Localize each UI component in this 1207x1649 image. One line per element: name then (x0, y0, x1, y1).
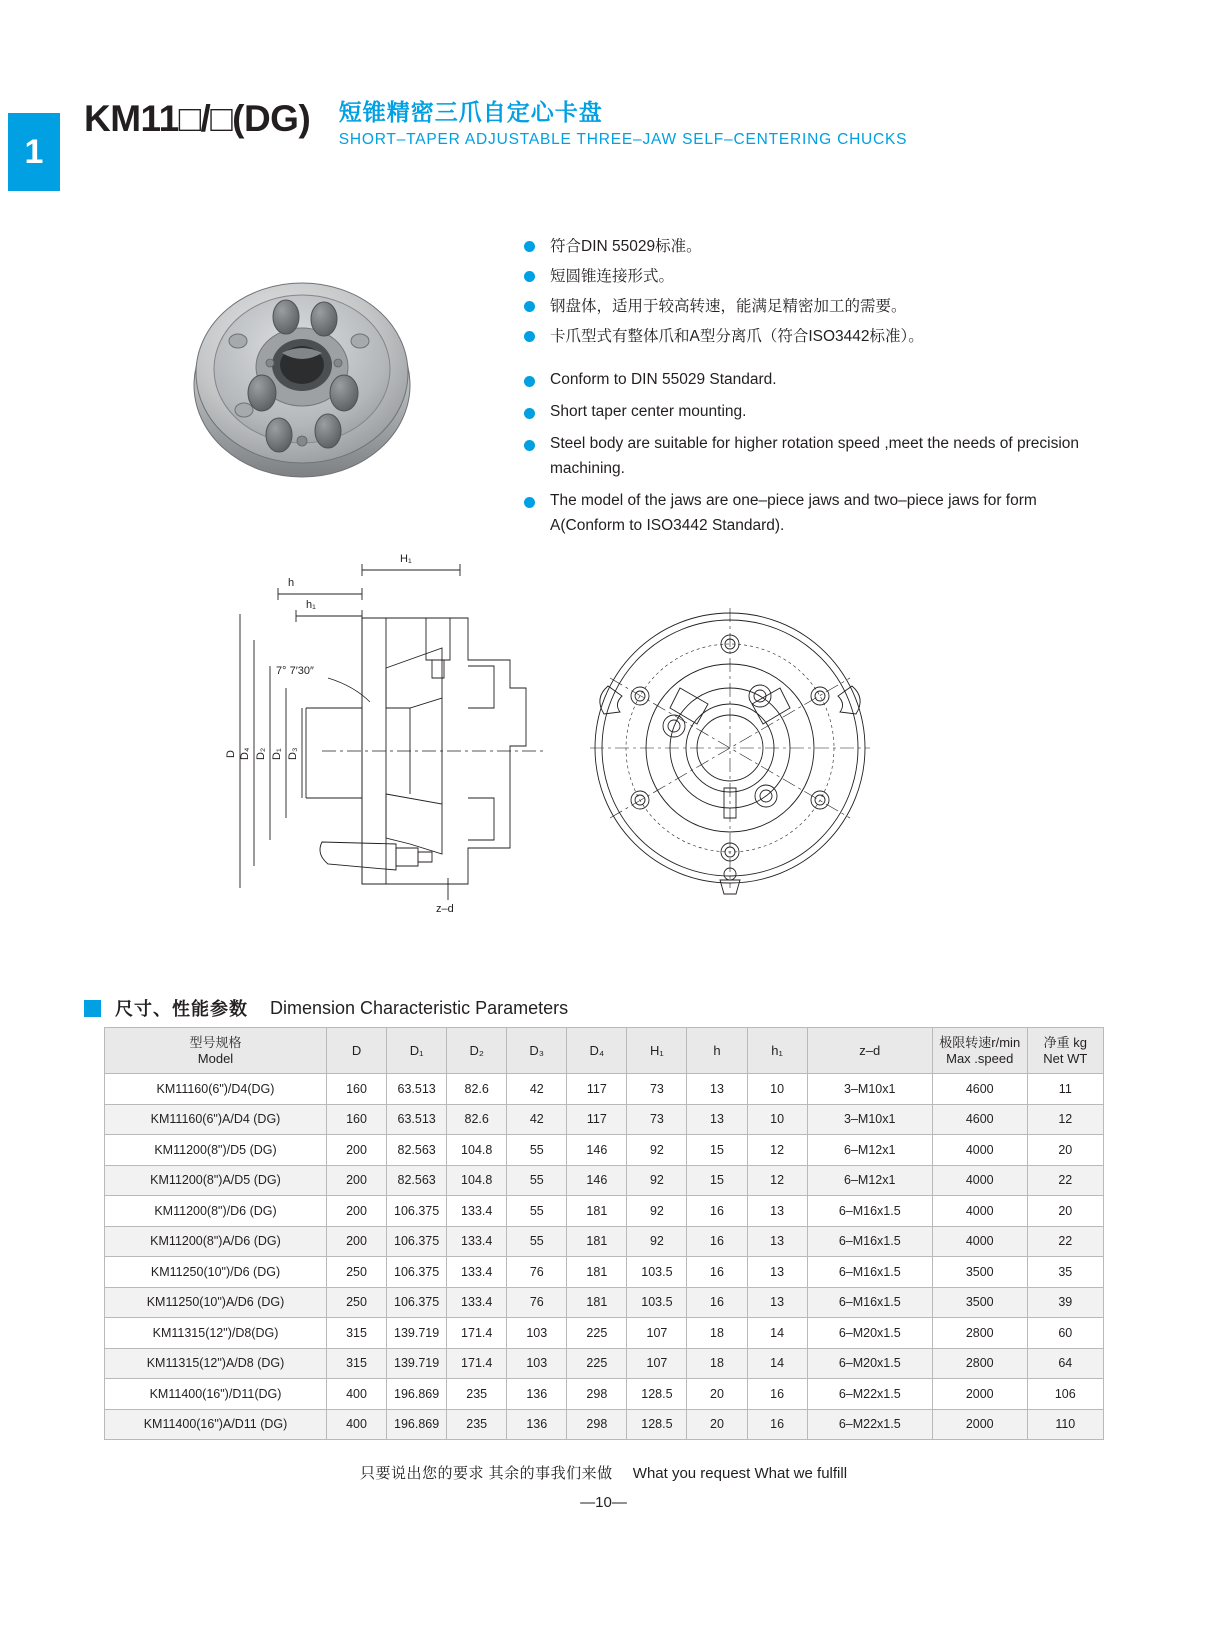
cell-model: KM11200(8")/D6 (DG) (105, 1196, 327, 1227)
cell-d3: 42 (507, 1104, 567, 1135)
cell-model: KM11315(12")A/D8 (DG) (105, 1348, 327, 1379)
cell-net-weight: 22 (1027, 1226, 1103, 1257)
cell-max-speed: 4000 (932, 1135, 1027, 1166)
bullet-dot-icon (524, 376, 535, 387)
cell-net-weight: 11 (1027, 1074, 1103, 1105)
cell-d: 315 (327, 1348, 387, 1379)
cell-d2: 104.8 (447, 1135, 507, 1166)
column-header-d4: D₄ (567, 1028, 627, 1074)
cell-max-speed: 2000 (932, 1409, 1027, 1440)
dimension-parameters-table (104, 1027, 1104, 1440)
cell-d: 200 (327, 1196, 387, 1227)
column-header-d3: D₃ (507, 1028, 567, 1074)
drawing-label-D4: D₄ (239, 747, 251, 760)
cell-d: 160 (327, 1074, 387, 1105)
cell-d4: 181 (567, 1196, 627, 1227)
cell-h: 20 (687, 1379, 747, 1410)
feature-text: 符合DIN 55029标准。 (550, 238, 702, 255)
cell-d3: 103 (507, 1348, 567, 1379)
cell-d2: 171.4 (447, 1318, 507, 1349)
column-header-max-speed (932, 1028, 1027, 1074)
cell-max-speed: 3500 (932, 1287, 1027, 1318)
cell-net-weight: 64 (1027, 1348, 1103, 1379)
feature-text: Short taper center mounting. (550, 403, 747, 420)
table-row (105, 1348, 1104, 1379)
cell-d1: 196.869 (387, 1409, 447, 1440)
cell-d1: 82.563 (387, 1135, 447, 1166)
cell-h1: 13 (747, 1257, 807, 1288)
table-header (105, 1028, 1104, 1074)
column-header-weight-en: Net WT (1043, 1050, 1088, 1066)
feature-list-cn (524, 232, 1094, 351)
cell-net-weight: 106 (1027, 1379, 1103, 1410)
cell-d2: 133.4 (447, 1226, 507, 1257)
cell-h1: 14 (747, 1348, 807, 1379)
cell-h: 13 (687, 1074, 747, 1105)
cell-d3: 136 (507, 1379, 567, 1410)
column-header-model-cn: 型号规格 (189, 1034, 242, 1050)
feature-text: 卡爪型式有整体爪和A型分离爪（符合ISO3442标准）。 (550, 328, 924, 345)
feature-item (524, 292, 1094, 321)
cell-model: KM11400(16")A/D11 (DG) (105, 1409, 327, 1440)
feature-item (524, 322, 1094, 351)
drawing-label-D3: D₃ (287, 747, 299, 760)
cell-d: 400 (327, 1379, 387, 1410)
cell-d1: 82.563 (387, 1165, 447, 1196)
drawing-label-H1: H₁ (400, 553, 412, 565)
cell-zd: 6–M22x1.5 (807, 1409, 932, 1440)
cell-d3: 55 (507, 1135, 567, 1166)
cell-h: 13 (687, 1104, 747, 1135)
cell-max-speed: 4600 (932, 1074, 1027, 1105)
column-header-h1big: H₁ (627, 1028, 687, 1074)
bullet-dot-icon (524, 271, 535, 282)
feature-item (524, 399, 1094, 424)
feature-text: Steel body are suitable for higher rotation speed ,meet the needs of precision machining. (550, 435, 1080, 477)
cell-model: KM11160(6")/D4(DG) (105, 1074, 327, 1105)
drawing-label-zd: z–d (436, 903, 454, 915)
feature-text: 短圆锥连接形式。 (550, 268, 675, 285)
table-row (105, 1104, 1104, 1135)
column-header-net-weight (1027, 1028, 1103, 1074)
cell-d3: 136 (507, 1409, 567, 1440)
cell-max-speed: 2800 (932, 1348, 1027, 1379)
column-header-model (105, 1028, 327, 1074)
cell-h1: 13 (747, 1196, 807, 1227)
cell-model: KM11250(10")/D6 (DG) (105, 1257, 327, 1288)
cell-d2: 82.6 (447, 1074, 507, 1105)
feature-item (524, 262, 1094, 291)
cell-d2: 133.4 (447, 1257, 507, 1288)
table-row (105, 1165, 1104, 1196)
cell-d1: 63.513 (387, 1074, 447, 1105)
cell-h1big: 92 (627, 1196, 687, 1227)
cell-net-weight: 60 (1027, 1318, 1103, 1349)
cell-d1: 106.375 (387, 1257, 447, 1288)
table-row (105, 1226, 1104, 1257)
cell-max-speed: 2000 (932, 1379, 1027, 1410)
table-row (105, 1318, 1104, 1349)
cell-net-weight: 12 (1027, 1104, 1103, 1135)
product-photo (178, 245, 428, 495)
cell-net-weight: 20 (1027, 1196, 1103, 1227)
table-body (105, 1074, 1104, 1440)
page-title-cn: 短锥精密三爪自定心卡盘 (338, 99, 603, 125)
cell-d2: 82.6 (447, 1104, 507, 1135)
drawing-label-h: h (288, 577, 295, 589)
feature-item (524, 232, 1094, 261)
cell-zd: 6–M22x1.5 (807, 1379, 932, 1410)
cell-h1big: 103.5 (627, 1257, 687, 1288)
cell-h1big: 128.5 (627, 1379, 687, 1410)
cell-max-speed: 4000 (932, 1196, 1027, 1227)
cell-zd: 6–M12x1 (807, 1165, 932, 1196)
cell-net-weight: 20 (1027, 1135, 1103, 1166)
cell-h1: 12 (747, 1135, 807, 1166)
cell-h1big: 73 (627, 1074, 687, 1105)
page-index-number: 1 (24, 132, 44, 171)
cell-h1big: 103.5 (627, 1287, 687, 1318)
section-marker-icon (84, 1000, 101, 1017)
drawing-label-D: D (225, 750, 237, 758)
cell-d3: 42 (507, 1074, 567, 1105)
cell-h1big: 107 (627, 1348, 687, 1379)
drawing-label-h1: h₁ (306, 599, 316, 611)
column-header-d1: D₁ (387, 1028, 447, 1074)
cell-h: 15 (687, 1165, 747, 1196)
cell-h1: 13 (747, 1226, 807, 1257)
cell-h1: 10 (747, 1074, 807, 1105)
feature-text: The model of the jaws are one–piece jaws and two–piece jaws for form A(Conform to ISO3442 Standard). (550, 492, 1037, 534)
table-row (105, 1379, 1104, 1410)
cell-max-speed: 4000 (932, 1226, 1027, 1257)
cell-d4: 146 (567, 1165, 627, 1196)
cell-h1big: 92 (627, 1135, 687, 1166)
cell-d4: 298 (567, 1409, 627, 1440)
cell-model: KM11200(8")A/D6 (DG) (105, 1226, 327, 1257)
cell-d2: 133.4 (447, 1196, 507, 1227)
section-heading-cn: 尺寸、性能参数 (115, 999, 248, 1019)
cell-d: 200 (327, 1135, 387, 1166)
cell-zd: 6–M16x1.5 (807, 1196, 932, 1227)
table-header-row (105, 1028, 1104, 1074)
cell-d1: 106.375 (387, 1287, 447, 1318)
cell-max-speed: 3500 (932, 1257, 1027, 1288)
cell-net-weight: 110 (1027, 1409, 1103, 1440)
cell-d1: 196.869 (387, 1379, 447, 1410)
cell-d3: 55 (507, 1165, 567, 1196)
column-header-speed-en: Max .speed (946, 1050, 1014, 1066)
cell-d1: 106.375 (387, 1226, 447, 1257)
drawing-label-angle: 7° 7′30″ (276, 665, 314, 677)
cell-model: KM11400(16")/D11(DG) (105, 1379, 327, 1410)
feature-text: 钢盘体，适用于较高转速，能满足精密加工的需要。 (550, 298, 907, 315)
drawing-svg (210, 548, 970, 943)
footer-slogan-cn: 只要说出您的要求 其余的事我们来做 (359, 1465, 613, 1482)
cell-d1: 139.719 (387, 1348, 447, 1379)
cell-model: KM11315(12")/D8(DG) (105, 1318, 327, 1349)
title-texts (339, 98, 908, 151)
cell-d3: 76 (507, 1257, 567, 1288)
cell-d: 160 (327, 1104, 387, 1135)
feature-text: Conform to DIN 55029 Standard. (550, 371, 777, 388)
drawing-label-D2: D₂ (255, 747, 267, 760)
table-row (105, 1257, 1104, 1288)
cell-zd: 6–M20x1.5 (807, 1348, 932, 1379)
bullet-dot-icon (524, 408, 535, 419)
cell-max-speed: 2800 (932, 1318, 1027, 1349)
cell-d: 400 (327, 1409, 387, 1440)
cell-h1: 13 (747, 1287, 807, 1318)
feature-item (524, 367, 1094, 392)
section-heading (84, 995, 568, 1021)
cell-d2: 133.4 (447, 1287, 507, 1318)
chuck-photo-illustration (178, 245, 428, 495)
cell-d4: 181 (567, 1257, 627, 1288)
cell-d1: 139.719 (387, 1318, 447, 1349)
cell-zd: 6–M20x1.5 (807, 1318, 932, 1349)
bullet-dot-icon (524, 241, 535, 252)
cell-d3: 55 (507, 1226, 567, 1257)
cell-h1: 12 (747, 1165, 807, 1196)
cell-h: 18 (687, 1348, 747, 1379)
cell-d4: 181 (567, 1287, 627, 1318)
bullet-dot-icon (524, 331, 535, 342)
cell-h: 16 (687, 1196, 747, 1227)
column-header-h: h (687, 1028, 747, 1074)
cell-model: KM11250(10")A/D6 (DG) (105, 1287, 327, 1318)
table-row (105, 1135, 1104, 1166)
title-block (84, 96, 1084, 151)
feature-list (524, 232, 1094, 545)
cell-d: 250 (327, 1257, 387, 1288)
cell-h1big: 73 (627, 1104, 687, 1135)
cell-d: 315 (327, 1318, 387, 1349)
cell-d4: 117 (567, 1104, 627, 1135)
cell-model: KM11200(8")/D5 (DG) (105, 1135, 327, 1166)
cell-model: KM11160(6")A/D4 (DG) (105, 1104, 327, 1135)
footer-slogan-en: What you request What we fulfill (632, 1465, 848, 1482)
column-header-d2: D₂ (447, 1028, 507, 1074)
cell-h: 16 (687, 1287, 747, 1318)
cell-h1: 16 (747, 1379, 807, 1410)
cell-d1: 63.513 (387, 1104, 447, 1135)
column-header-d: D (327, 1028, 387, 1074)
section-heading-en: Dimension Characteristic Parameters (270, 997, 569, 1018)
column-header-zd: z–d (807, 1028, 932, 1074)
cell-d3: 76 (507, 1287, 567, 1318)
cell-d4: 146 (567, 1135, 627, 1166)
cell-d4: 117 (567, 1074, 627, 1105)
cell-d: 200 (327, 1165, 387, 1196)
cell-net-weight: 35 (1027, 1257, 1103, 1288)
feature-item (524, 488, 1094, 538)
table-row (105, 1074, 1104, 1105)
cell-model: KM11200(8")A/D5 (DG) (105, 1165, 327, 1196)
cell-h1: 14 (747, 1318, 807, 1349)
footer-slogan (0, 1462, 1207, 1483)
cell-d: 200 (327, 1226, 387, 1257)
feature-item (524, 431, 1094, 481)
cell-d: 250 (327, 1287, 387, 1318)
page-number: —10— (580, 1494, 627, 1511)
cell-d4: 225 (567, 1318, 627, 1349)
cell-d4: 225 (567, 1348, 627, 1379)
cell-h1: 16 (747, 1409, 807, 1440)
cell-max-speed: 4000 (932, 1165, 1027, 1196)
cell-net-weight: 39 (1027, 1287, 1103, 1318)
cell-h: 15 (687, 1135, 747, 1166)
cell-zd: 6–M16x1.5 (807, 1287, 932, 1318)
bullet-dot-icon (524, 301, 535, 312)
cell-zd: 3–M10x1 (807, 1074, 932, 1105)
cell-zd: 6–M12x1 (807, 1135, 932, 1166)
cell-d3: 103 (507, 1318, 567, 1349)
cell-h1big: 92 (627, 1226, 687, 1257)
cell-net-weight: 22 (1027, 1165, 1103, 1196)
drawing-label-D1: D₁ (271, 748, 283, 760)
cell-h1big: 107 (627, 1318, 687, 1349)
page-title-en: SHORT–TAPER ADJUSTABLE THREE–JAW SELF–CENTERING CHUCKS (338, 131, 908, 148)
cell-d2: 235 (447, 1379, 507, 1410)
cell-h: 20 (687, 1409, 747, 1440)
column-header-model-en: Model (197, 1050, 234, 1066)
cell-zd: 3–M10x1 (807, 1104, 932, 1135)
technical-drawings (210, 548, 970, 943)
cell-d2: 171.4 (447, 1348, 507, 1379)
cell-max-speed: 4600 (932, 1104, 1027, 1135)
table-row (105, 1287, 1104, 1318)
cell-d2: 104.8 (447, 1165, 507, 1196)
cell-d1: 106.375 (387, 1196, 447, 1227)
page-index-tab (8, 113, 60, 191)
column-header-weight-cn: 净重 kg (1043, 1034, 1087, 1050)
cell-h1: 10 (747, 1104, 807, 1135)
cell-d4: 298 (567, 1379, 627, 1410)
table-row (105, 1409, 1104, 1440)
cell-h1big: 92 (627, 1165, 687, 1196)
cell-h: 16 (687, 1226, 747, 1257)
cell-h: 16 (687, 1257, 747, 1288)
column-header-speed-cn: 极限转速r/min (939, 1034, 1021, 1050)
cell-d2: 235 (447, 1409, 507, 1440)
cell-d3: 55 (507, 1196, 567, 1227)
cell-zd: 6–M16x1.5 (807, 1257, 932, 1288)
cell-zd: 6–M16x1.5 (807, 1226, 932, 1257)
cell-h1big: 128.5 (627, 1409, 687, 1440)
column-header-h1: h₁ (747, 1028, 807, 1074)
feature-list-en (524, 367, 1094, 538)
table-row (105, 1196, 1104, 1227)
cell-h: 18 (687, 1318, 747, 1349)
cell-d4: 181 (567, 1226, 627, 1257)
bullet-dot-icon (524, 497, 535, 508)
bullet-dot-icon (524, 440, 535, 451)
product-model-code: KM11□/□(DG) (84, 98, 311, 139)
